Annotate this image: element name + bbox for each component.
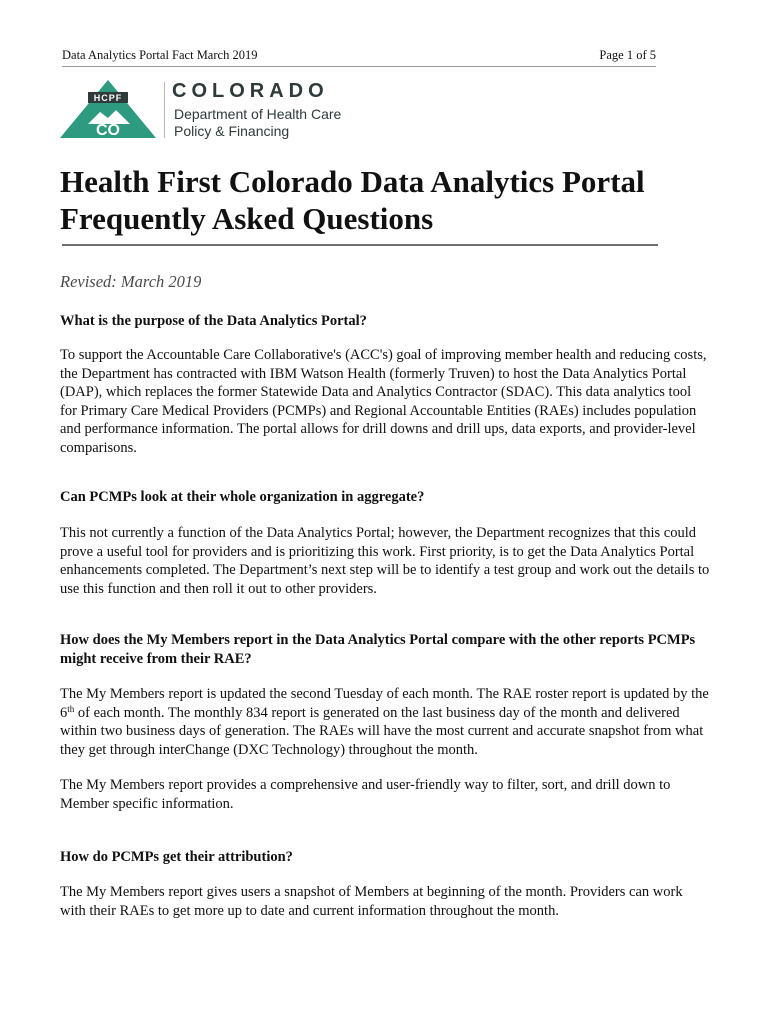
faq-answer-3-text-b: of each month. The monthly 834 report is generated on the last business day of the month and delivered within two business days of generation. The RAEs will have the most current and accurate snapshot from what they get through interChange (DXC Technology) throughout the month. bbox=[60, 704, 704, 758]
logo-department-line-1: Department of Health Care bbox=[174, 106, 342, 122]
faq-answer-3-paragraph-2: The My Members report provides a comprehensive and user-friendly way to filter, sort, and drill down to Member specific information. bbox=[60, 777, 671, 812]
hcpf-mountain-emblem-icon bbox=[58, 78, 158, 142]
faq-answer-1: To support the Accountable Care Collaborative's (ACC's) goal of improving member health and reducing costs, the Department has contracted with IBM Watson Health (formerly Truven) to host the Data Analytics Portal (DAP), which replaces the former Statewide Data and Analytics Contractor (SDAC). This data analytics tool for Primary Care Medical Providers (PCMPs) and Regional Accountable Entities (RAEs) includes population and performance information. The portal allows for drill downs and drill ups, data exports, and provider-level comparisons. bbox=[60, 347, 707, 456]
emblem-badge-text: HCPF bbox=[93, 93, 123, 103]
faq-question-2: Can PCMPs look at their whole organization in aggregate? bbox=[60, 489, 425, 505]
logo-divider bbox=[164, 82, 165, 138]
page-header bbox=[62, 48, 656, 67]
faq-question-3: How does the My Members report in the Data Analytics Portal compare with the other reports PCMPs might receive from their RAE? bbox=[60, 632, 696, 667]
header-title: Data Analytics Portal Fact March 2019 bbox=[62, 48, 258, 62]
faq-question-4: How do PCMPs get their attribution? bbox=[60, 849, 293, 865]
document-title bbox=[60, 163, 720, 237]
logo-department-name bbox=[174, 106, 364, 140]
title-underline bbox=[62, 244, 658, 246]
logo-department-line-2: Policy & Financing bbox=[174, 123, 290, 139]
page-number: Page 1 of 5 bbox=[599, 48, 656, 62]
hcpf-logo bbox=[58, 78, 368, 142]
revised-date: Revised: March 2019 bbox=[60, 272, 202, 291]
emblem-co-text: CO bbox=[96, 122, 120, 139]
document-title-line-2: Frequently Asked Questions bbox=[60, 201, 434, 236]
logo-state-name: COLORADO bbox=[172, 80, 329, 102]
document-title-line-1: Health First Colorado Data Analytics Portal bbox=[60, 164, 645, 199]
faq-question-1: What is the purpose of the Data Analytics Portal? bbox=[60, 313, 367, 329]
faq-answer-3-text-a: The My Members report is updated the second Tuesday of each month. The RAE roster report is updated by the 6 bbox=[60, 686, 709, 721]
faq-answer-2: This not currently a function of the Data Analytics Portal; however, the Department recognizes that this could prove a useful tool for providers and is prioritizing this work. First priority, is to get the Data Analytics Portal enhancements completed. The Department’s next step will be to identify a test group and work out the details to use this function and then roll it out to other providers. bbox=[60, 525, 710, 597]
faq-answer-3-superscript: th bbox=[67, 703, 75, 714]
faq-answer-4: The My Members report gives users a snapshot of Members at beginning of the month. Providers can work with their RAEs to get more up to date and current information throughout the month. bbox=[60, 884, 683, 919]
faq-answer-3 bbox=[60, 685, 710, 759]
